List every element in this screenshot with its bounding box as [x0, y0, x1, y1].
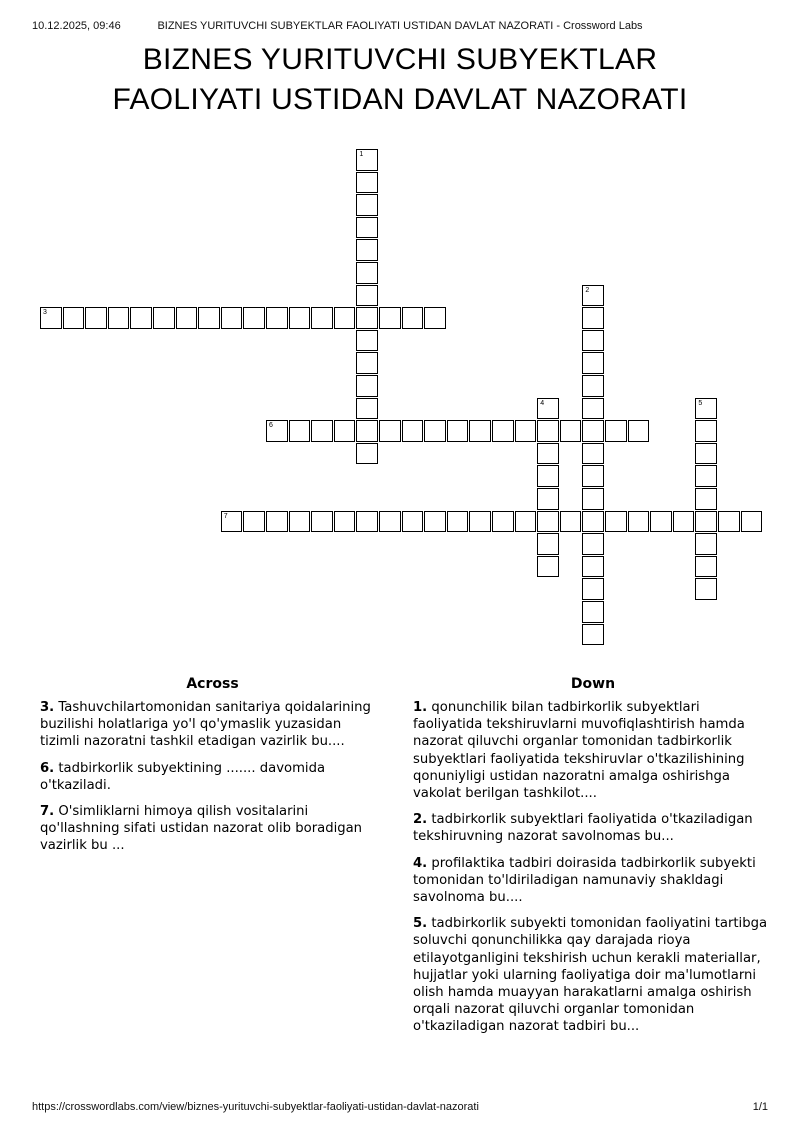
clue-text: profilaktika tadbiri doirasida tadbirkorlik subyekti tomonidan to'ldiriladigan namunaviy shakldagi savolnoma bu.... [413, 855, 756, 906]
grid-cell[interactable] [379, 420, 401, 442]
grid-cell[interactable] [356, 239, 378, 261]
grid-cell[interactable] [628, 511, 650, 533]
grid-cell[interactable] [334, 307, 356, 329]
grid-cell[interactable] [582, 398, 604, 420]
print-datetime: 10.12.2025, 09:46 [32, 20, 121, 32]
grid-cell[interactable] [334, 420, 356, 442]
grid-cell[interactable] [424, 511, 446, 533]
grid-cell[interactable] [492, 420, 514, 442]
grid-cell[interactable] [108, 307, 130, 329]
grid-cell[interactable] [130, 307, 152, 329]
clue-text: qonunchilik bilan tadbirkorlik subyektlari faoliyatida tekshiruvlarni muvofiqlashtirish hamda nazorat qiluvchi organlar tomonidan tadbirkorlik subyektlari faoliyatida tekshiruvlar o'tkazilishining qonuniyligi ustidan nazoratni amalga oshirishga vakolat berilgan tashkilot.... [413, 700, 745, 802]
grid-cell[interactable] [356, 307, 378, 329]
grid-cell[interactable] [695, 465, 717, 487]
cell-number: 2 [585, 286, 590, 294]
grid-cell[interactable] [582, 556, 604, 578]
grid-cell[interactable] [469, 511, 491, 533]
grid-cell[interactable] [582, 578, 604, 600]
grid-cell[interactable] [266, 420, 288, 442]
grid-cell[interactable] [560, 511, 582, 533]
grid-cell[interactable] [537, 443, 559, 465]
grid-cell[interactable] [356, 420, 378, 442]
grid-cell[interactable] [63, 307, 85, 329]
grid-cell[interactable] [356, 398, 378, 420]
grid-cell[interactable] [356, 511, 378, 533]
grid-cell[interactable] [356, 172, 378, 194]
grid-cell[interactable] [605, 420, 627, 442]
grid-cell[interactable] [695, 533, 717, 555]
grid-cell[interactable] [402, 420, 424, 442]
clue-number: 1. [413, 700, 428, 715]
grid-cell[interactable] [266, 307, 288, 329]
grid-cell[interactable] [221, 511, 243, 533]
grid-cell[interactable] [289, 307, 311, 329]
grid-cell[interactable] [85, 307, 107, 329]
grid-cell[interactable] [582, 420, 604, 442]
grid-cell[interactable] [582, 307, 604, 329]
grid-cell[interactable] [311, 511, 333, 533]
grid-cell[interactable] [356, 375, 378, 397]
clue-text: tadbirkorlik subyektining ....... davomida o'tkaziladi. [40, 760, 326, 793]
grid-cell[interactable] [582, 375, 604, 397]
grid-cell[interactable] [537, 398, 559, 420]
grid-cell[interactable] [582, 488, 604, 510]
grid-cell[interactable] [356, 262, 378, 284]
grid-cell[interactable] [537, 511, 559, 533]
across-clues [40, 675, 385, 864]
grid-cell[interactable] [356, 330, 378, 352]
clue-number: 4. [413, 855, 428, 871]
grid-cell[interactable] [582, 330, 604, 352]
clue-down-5 [413, 915, 773, 1035]
cell-number: 7 [223, 512, 228, 520]
grid-cell[interactable] [176, 307, 198, 329]
clue-text: tadbirkorlik subyekti tomonidan faoliyatini tartibga soluvchi qonunchilikka qay darajada rioya etilayotganligini tekshirish uchun kerakli materiallar, hujjatlar yoki ularning faoliyatiga doir ma'lumotlarni olish hamda muayyan harakatlarni amalga oshirish orqali nazorat qiluvchi organlar tomonidan o'tkaziladigan nazorat tadbiri bu... [413, 916, 768, 1035]
grid-cell[interactable] [198, 307, 220, 329]
grid-cell[interactable] [356, 443, 378, 465]
cell-number: 5 [698, 399, 703, 407]
grid-cell[interactable] [718, 511, 740, 533]
grid-cell[interactable] [311, 420, 333, 442]
grid-cell[interactable] [628, 420, 650, 442]
clue-across-7 [40, 803, 385, 855]
clue-number: 2. [413, 812, 428, 828]
grid-cell[interactable] [334, 511, 356, 533]
grid-cell[interactable] [582, 624, 604, 646]
clue-number: 6. [40, 760, 55, 776]
clue-down-1 [413, 699, 773, 802]
cell-number: 4 [540, 399, 545, 407]
grid-cell[interactable] [515, 420, 537, 442]
cell-number: 3 [43, 309, 47, 317]
grid-cell[interactable] [695, 578, 717, 600]
cell-number: 6 [269, 422, 273, 430]
grid-cell[interactable] [582, 511, 604, 533]
down-clues [413, 675, 773, 1045]
clue-number: 3. [40, 700, 55, 715]
grid-cell[interactable] [356, 194, 378, 216]
grid-cell[interactable] [266, 511, 288, 533]
grid-cell[interactable] [582, 465, 604, 487]
grid-cell[interactable] [243, 511, 265, 533]
print-url: https://crosswordlabs.com/view/biznes-yurituvchi-subyektlar-faoliyati-ustidan-davlat-nazorati [32, 1101, 479, 1113]
grid-cell[interactable] [311, 307, 333, 329]
grid-cell[interactable] [582, 443, 604, 465]
page-number: 1/1 [752, 1101, 768, 1113]
clue-down-4 [413, 855, 773, 907]
grid-cell[interactable] [673, 511, 695, 533]
print-document-title: BIZNES YURITUVCHI SUBYEKTLAR FAOLIYATI USTIDAN DAVLAT NAZORATI - Crossword Labs [157, 20, 643, 32]
grid-cell[interactable] [402, 307, 424, 329]
grid-cell[interactable] [243, 307, 265, 329]
clue-text: O'simliklarni himoya qilish vositalarini qo'llashning sifati ustidan nazorat olib boradigan vazirlik bu ... [40, 804, 363, 854]
grid-cell[interactable] [582, 601, 604, 623]
clue-text: Tashuvchilartomonidan sanitariya qoidalarining buzilishi holatlariga yo'l qo'ymaslik yuzasidan tizimli nazoratni tashkil etadigan vazirlik bu.... [40, 700, 371, 750]
grid-cell[interactable] [605, 511, 627, 533]
grid-cell[interactable] [221, 307, 243, 329]
grid-cell[interactable] [582, 533, 604, 555]
cell-number: 1 [359, 151, 364, 158]
grid-cell[interactable] [695, 556, 717, 578]
grid-cell[interactable] [469, 420, 491, 442]
grid-cell[interactable] [492, 511, 514, 533]
grid-cell[interactable] [153, 307, 175, 329]
grid-cell[interactable] [289, 420, 311, 442]
grid-cell[interactable] [356, 285, 378, 307]
title-line-2: FAOLIYATI USTIDAN DAVLAT NAZORATI [112, 83, 688, 116]
grid-cell[interactable] [447, 420, 469, 442]
grid-cell[interactable] [289, 511, 311, 533]
grid-cell[interactable] [40, 307, 62, 329]
grid-cell[interactable] [537, 556, 559, 578]
grid-cell[interactable] [695, 511, 717, 533]
grid-cell[interactable] [695, 398, 717, 420]
grid-cell[interactable] [695, 488, 717, 510]
grid-cell[interactable] [356, 352, 378, 374]
down-heading: Down [570, 676, 616, 692]
grid-cell[interactable] [560, 420, 582, 442]
grid-cell[interactable] [695, 420, 717, 442]
grid-cell[interactable] [515, 511, 537, 533]
grid-cell[interactable] [356, 149, 378, 171]
clue-number: 7. [40, 804, 55, 820]
grid-cell[interactable] [379, 307, 401, 329]
across-heading: Across [186, 676, 239, 692]
clue-across-6 [40, 760, 385, 794]
grid-cell[interactable] [402, 511, 424, 533]
clue-down-2 [413, 811, 773, 845]
grid-cell[interactable] [379, 511, 401, 533]
clue-text: tadbirkorlik subyektlari faoliyatida o'tkaziladigan tekshiruvning nazorat savolnomas bu... [413, 812, 753, 845]
grid-cell[interactable] [424, 420, 446, 442]
grid-cell[interactable] [356, 217, 378, 239]
grid-cell[interactable] [695, 443, 717, 465]
grid-cell[interactable] [582, 285, 604, 307]
clue-number: 5. [413, 916, 428, 932]
grid-cell[interactable] [447, 511, 469, 533]
grid-cell[interactable] [650, 511, 672, 533]
grid-cell[interactable] [537, 465, 559, 487]
grid-cell[interactable] [741, 511, 763, 533]
grid-cell[interactable] [537, 533, 559, 555]
grid-cell[interactable] [537, 488, 559, 510]
title-line-1: BIZNES YURITUVCHI SUBYEKTLAR [142, 43, 658, 76]
grid-cell[interactable] [537, 420, 559, 442]
clue-across-3 [40, 699, 385, 751]
grid-cell[interactable] [582, 352, 604, 374]
grid-cell[interactable] [424, 307, 446, 329]
